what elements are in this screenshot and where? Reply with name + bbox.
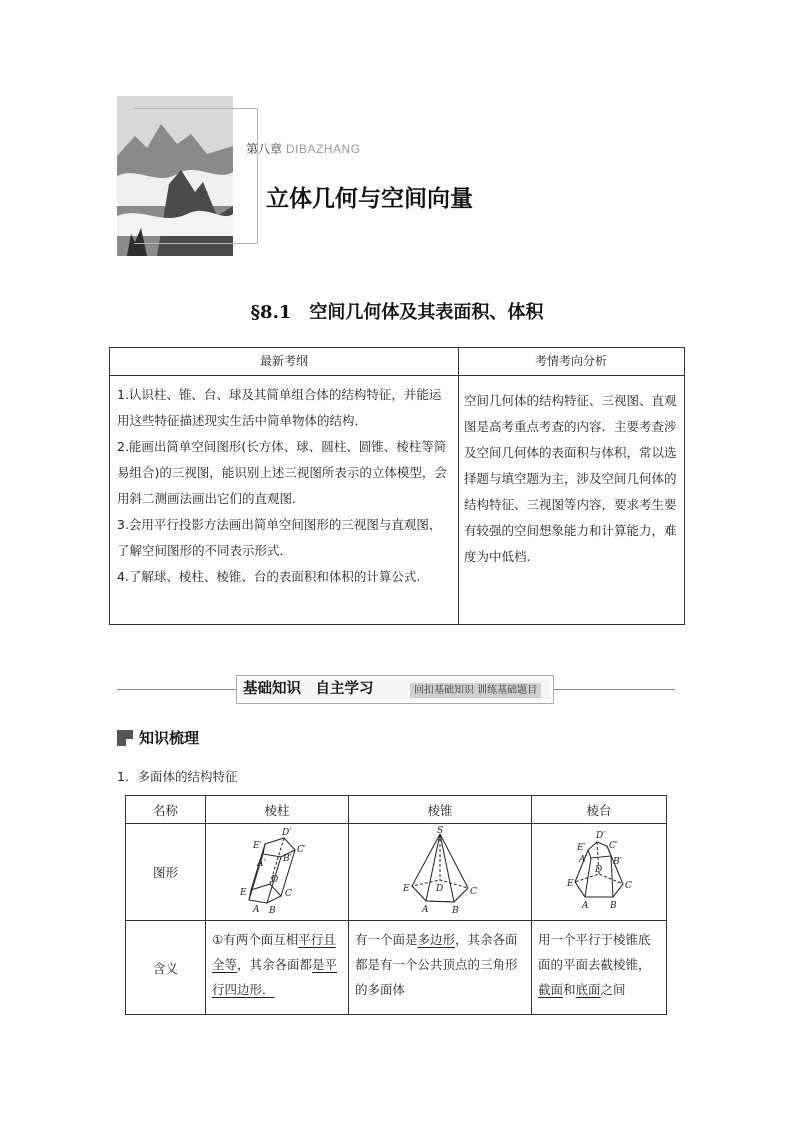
- frustum-figure: [533, 824, 665, 917]
- pyramid-vertex-label: B: [452, 906, 459, 916]
- frustum-vertex-label: C′: [609, 841, 618, 851]
- syllabus-analysis: 空间几何体的结构特征、三视图、直观图是高考重点考查的内容．主要考查涉及空间几何体的表面积与体积，常以选择题与填空题为主，涉及空间几何体的结构特征、三视图等内容，要求考生要有较强的空间想象能力和计算能力，难度为中低档.: [464, 393, 677, 564]
- prism-vertex-label: A′: [257, 859, 266, 869]
- prism-vertex-label: A: [253, 905, 260, 915]
- prism-underlined: 平行: [298, 932, 324, 947]
- syllabus-table: [109, 347, 685, 625]
- chapter-title: 立体几何与空间向量: [266, 186, 473, 212]
- syllabus-item: 1.认识柱、锥、台、球及其简单组合体的结构特征，并能运用这些特征描述现实生活中简单物体的结构．: [117, 387, 442, 428]
- chapter-frame: [134, 108, 258, 244]
- pyramid-meaning: [349, 921, 532, 1015]
- prism-vertex-label: D: [271, 875, 279, 885]
- prism-vertex-label: D′: [282, 828, 292, 838]
- pyramid-text: 有一个面是: [355, 932, 418, 947]
- frustum-vertex-label: E′: [577, 843, 586, 853]
- pyramid-vertex-label: A: [422, 905, 429, 915]
- frustum-vertex-label: E: [567, 879, 574, 889]
- frustum-text: 之间: [600, 982, 626, 997]
- table-header-row: [126, 796, 667, 824]
- pyramid-figure-cell: [349, 824, 532, 921]
- syllabus-item: 2.能画出简单空间图形(长方体、球、圆柱、圆锥、棱柱等简易组合)的三视图，能识别上述三视图所表示的立体模型，会用斜二测画法画出它们的直观图．: [117, 439, 447, 506]
- syllabus-column-divider: [458, 375, 459, 624]
- prism-underlined: 是平行四边形．: [212, 957, 338, 997]
- prism-vertex-label: C′: [297, 845, 306, 855]
- item-heading: 1．多面体的结构特征: [117, 769, 238, 784]
- prism-figure: [207, 824, 347, 917]
- chapter-label: [246, 140, 361, 157]
- frustum-underlined: 截面: [538, 982, 564, 997]
- row-label-meaning: 含义: [126, 921, 206, 1015]
- frustum-vertex-label: D′: [596, 831, 606, 841]
- prism-vertex-label: B′: [283, 854, 292, 864]
- syllabus-header-outline: 最新考纲: [110, 348, 459, 376]
- frustum-vertex-label: A: [582, 901, 589, 911]
- pyramid-text: ，其余各面都是有一个公共顶点的三角形的多面体: [355, 932, 518, 997]
- pyramid-underlined: 多边形: [417, 932, 456, 947]
- banner-title: 基础知识 自主学习: [243, 681, 374, 697]
- pyramid-figure: [350, 824, 530, 917]
- header-pyramid: 棱锥: [349, 796, 532, 824]
- row-label-figure: 图形: [126, 824, 206, 921]
- syllabus-items: [117, 382, 453, 590]
- prism-vertex-label: E: [240, 888, 247, 898]
- pyramid-vertex-label: D: [436, 884, 444, 894]
- section-title: §8.1 空间几何体及其表面积、体积: [250, 302, 544, 323]
- prism-text: ①有两个面互相: [212, 932, 299, 947]
- syllabus-item: 4.了解球、棱柱、棱锥、台的表面积和体积的计算公式.: [117, 569, 421, 584]
- frustum-vertex-label: C: [625, 881, 632, 891]
- table-row-figure: [126, 824, 667, 921]
- frustum-figure-cell: [532, 824, 667, 921]
- header-name: 名称: [126, 796, 206, 824]
- polyhedra-table: [125, 795, 667, 1015]
- frustum-vertex-label: A′: [579, 855, 588, 865]
- prism-underlined: 且全等: [212, 932, 336, 972]
- prism-vertex-label: C: [285, 889, 292, 899]
- chapter-number: 第八章: [246, 142, 283, 156]
- frustum-vertex-label: B′: [613, 857, 622, 867]
- prism-text: ，其余各面都: [237, 957, 313, 972]
- frustum-text: 用一个平行于棱锥底面的平面去截棱锥，: [538, 932, 651, 972]
- syllabus-header-analysis: 考情考向分析: [458, 348, 684, 376]
- prism-figure-cell: [206, 824, 349, 921]
- pyramid-vertex-label: E: [403, 884, 410, 894]
- header-frustum: 棱台: [532, 796, 667, 824]
- square-bullet-icon: [117, 730, 133, 746]
- frustum-vertex-label: D: [595, 865, 603, 875]
- pyramid-vertex-label: S: [437, 826, 444, 836]
- frustum-underlined: 底面: [575, 982, 601, 997]
- header-prism: 棱柱: [206, 796, 349, 824]
- frustum-vertex-label: B: [610, 901, 617, 911]
- prism-vertex-label: E′: [253, 841, 262, 851]
- banner-tag: 回扣基础知识 训练基础题目: [410, 683, 541, 698]
- table-row-meaning: [126, 921, 667, 1015]
- chapter-pinyin: DIBAZHANG: [286, 142, 361, 156]
- frustum-meaning: [532, 921, 667, 1015]
- syllabus-item: 3.会用平行投影方法画出简单空间图形的三视图与直观图，了解空间图形的不同表示形式．: [117, 517, 442, 558]
- prism-vertex-label: B: [269, 906, 276, 916]
- prism-meaning: [206, 921, 349, 1015]
- knowledge-title: 知识梳理: [139, 729, 200, 747]
- pyramid-vertex-label: C: [470, 887, 477, 897]
- frustum-text: 和: [563, 982, 576, 997]
